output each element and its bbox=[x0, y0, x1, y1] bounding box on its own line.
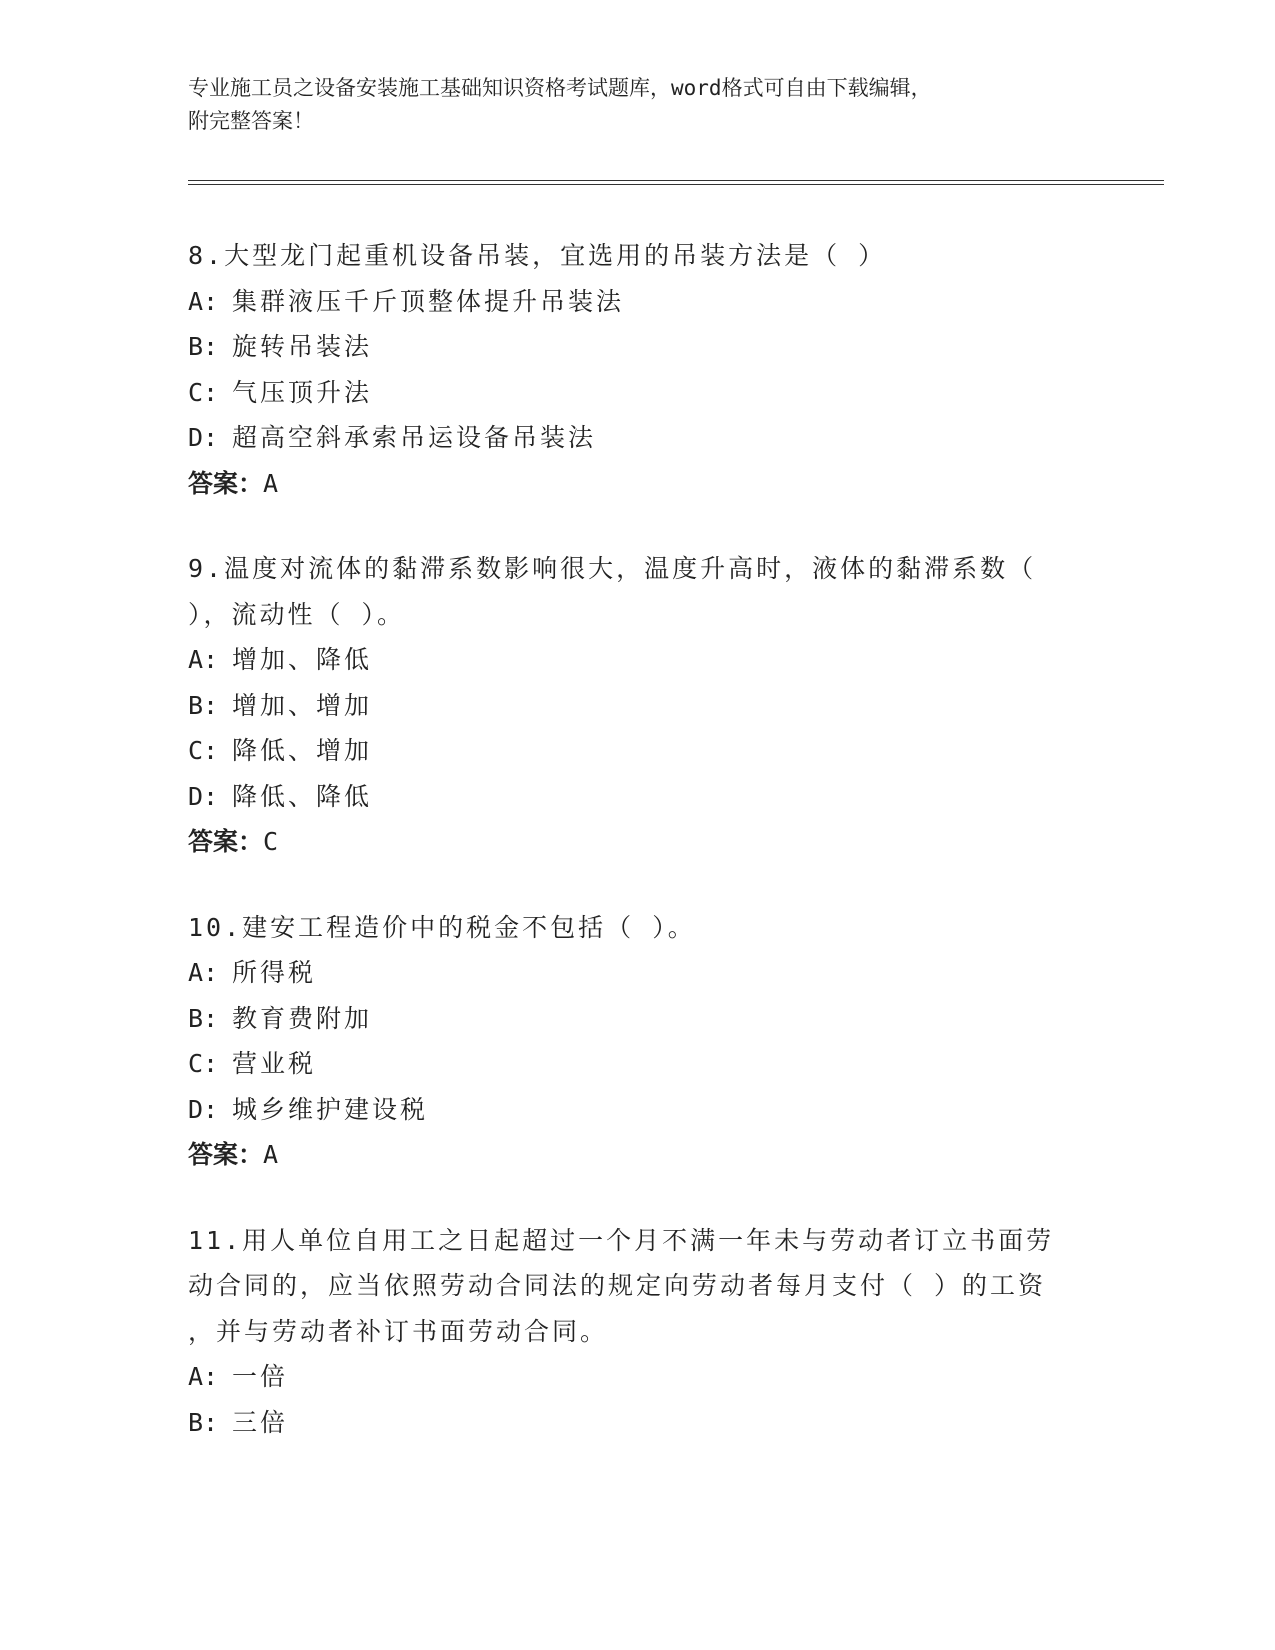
question-block bbox=[188, 233, 1088, 506]
answer-option bbox=[188, 370, 1088, 416]
answer-option bbox=[188, 774, 1088, 820]
answer-option bbox=[188, 324, 1088, 370]
answer-line bbox=[188, 461, 1088, 507]
option-letter: D: bbox=[188, 423, 219, 452]
answer-option bbox=[188, 279, 1088, 325]
option-letter: C: bbox=[188, 1049, 219, 1078]
header-divider-top bbox=[188, 180, 1164, 181]
answer-option bbox=[188, 728, 1088, 774]
question-block bbox=[188, 905, 1088, 1178]
question-stem-line: 8.大型龙门起重机设备吊装，宜选用的吊装方法是（ ） bbox=[188, 241, 887, 270]
header-line-2: 附完整答案！ bbox=[188, 109, 314, 133]
option-letter: B: bbox=[188, 332, 219, 361]
question-stem-line: 11.用人单位自用工之日起超过一个月不满一年未与劳动者订立书面劳 bbox=[188, 1225, 1055, 1255]
question-stem-line: ，并与劳动者补订书面劳动合同。 bbox=[188, 1316, 609, 1346]
option-text: 营业税 bbox=[232, 1049, 317, 1078]
option-text: 一倍 bbox=[232, 1362, 289, 1391]
option-text: 超高空斜承索吊运设备吊装法 bbox=[232, 423, 597, 452]
option-letter: A: bbox=[188, 1362, 219, 1391]
question-stem-line: 动合同的，应当依照劳动合同法的规定向劳动者每月支付（ ）的工资 bbox=[188, 1271, 1047, 1300]
answer-option bbox=[188, 1041, 1088, 1087]
option-text: 集群液压千斤顶整体提升吊装法 bbox=[232, 286, 625, 316]
answer-value: A bbox=[263, 468, 279, 498]
answer-value: C bbox=[263, 827, 279, 856]
option-text: 增加、降低 bbox=[232, 645, 373, 674]
option-letter: C: bbox=[188, 377, 219, 407]
answer-label: 答案： bbox=[188, 468, 264, 498]
question-stem-line: 10.建安工程造价中的税金不包括（ ）。 bbox=[188, 912, 696, 942]
option-letter: B: bbox=[188, 690, 219, 720]
answer-option bbox=[188, 1354, 1088, 1400]
option-letter: A: bbox=[188, 645, 219, 674]
option-letter: A: bbox=[188, 958, 219, 987]
answer-option bbox=[188, 1400, 1088, 1446]
option-text: 三倍 bbox=[232, 1407, 289, 1437]
option-text: 旋转吊装法 bbox=[232, 332, 373, 361]
option-text: 所得税 bbox=[232, 958, 317, 987]
question-stem-line: ），流动性（ ）。 bbox=[188, 599, 406, 629]
answer-label: 答案： bbox=[188, 827, 264, 856]
answer-option bbox=[188, 683, 1088, 729]
page-header bbox=[188, 72, 1088, 138]
question-block bbox=[188, 546, 1088, 865]
option-text: 降低、增加 bbox=[232, 736, 373, 765]
option-text: 气压顶升法 bbox=[232, 377, 373, 407]
option-text: 教育费附加 bbox=[232, 1003, 373, 1033]
header-line-1: 专业施工员之设备安装施工基础知识资格考试题库，word格式可自由下载编辑， bbox=[188, 76, 932, 100]
option-text: 城乡维护建设税 bbox=[232, 1094, 429, 1124]
answer-option bbox=[188, 637, 1088, 683]
option-letter: B: bbox=[188, 1407, 219, 1437]
option-letter: B: bbox=[188, 1003, 219, 1033]
answer-option bbox=[188, 996, 1088, 1042]
header-divider-bottom bbox=[188, 184, 1164, 185]
option-letter: D: bbox=[188, 781, 219, 811]
question-block bbox=[188, 1218, 1088, 1446]
option-text: 增加、增加 bbox=[232, 690, 373, 720]
answer-line bbox=[188, 819, 1088, 865]
option-letter: A: bbox=[188, 286, 219, 316]
option-letter: C: bbox=[188, 736, 219, 765]
answer-label: 答案： bbox=[188, 1140, 264, 1169]
question-stem-line: 9.温度对流体的黏滞系数影响很大，温度升高时，液体的黏滞系数（ bbox=[188, 554, 1037, 583]
answer-line bbox=[188, 1132, 1088, 1178]
option-text: 降低、降低 bbox=[232, 781, 373, 811]
question-list bbox=[188, 233, 1088, 1485]
answer-option bbox=[188, 1087, 1088, 1133]
answer-option bbox=[188, 950, 1088, 996]
answer-value: A bbox=[263, 1140, 279, 1169]
option-letter: D: bbox=[188, 1094, 219, 1124]
answer-option bbox=[188, 415, 1088, 461]
